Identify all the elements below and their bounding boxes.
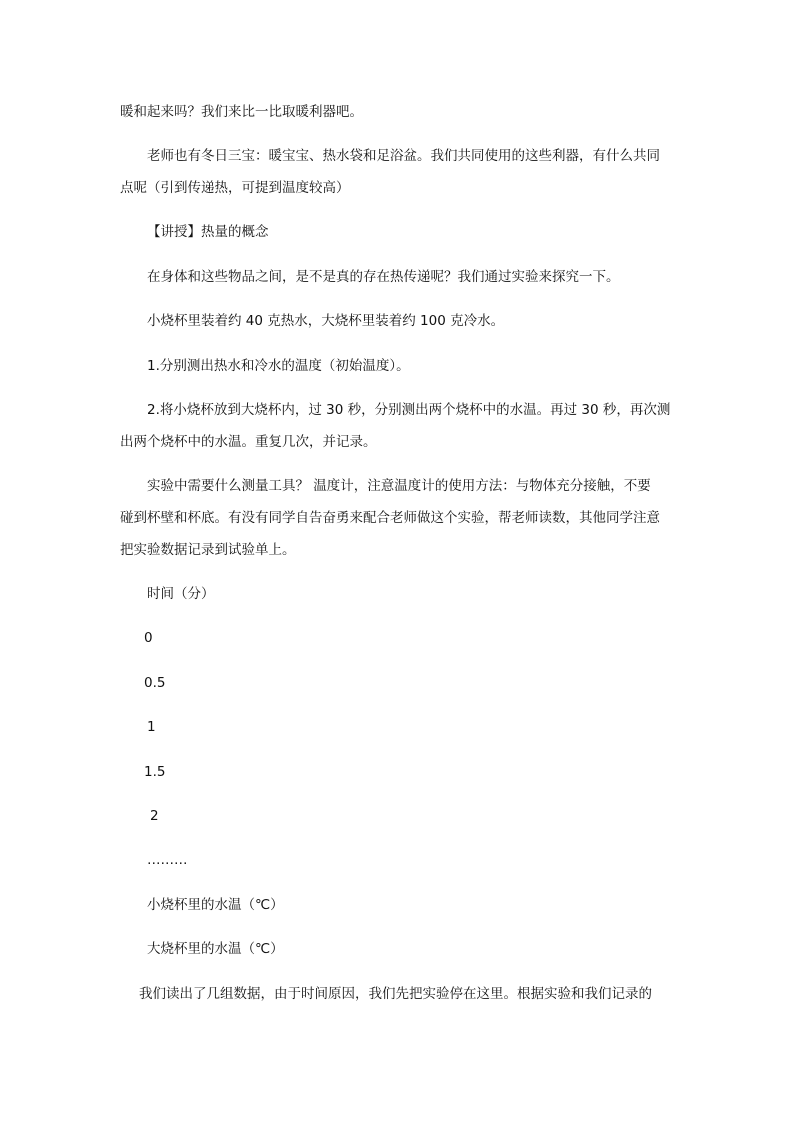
time-value: 1	[147, 719, 156, 735]
paragraph-line: 暖和起来吗？我们来比一比取暖利器吧。	[120, 104, 363, 120]
large-beaker-label: 大烧杯里的水温（℃）	[147, 941, 284, 957]
paragraph-line: 老师也有冬日三宝：暖宝宝、热水袋和足浴盆。我们共同使用的这些利器，有什么共同	[147, 148, 660, 164]
paragraph-line: 点呢（引到传递热，可提到温度较高）	[120, 180, 350, 196]
small-beaker-label: 小烧杯里的水温（℃）	[147, 897, 284, 913]
time-header: 时间（分）	[147, 586, 215, 602]
paragraph-line: 实验中需要什么测量工具？ 温度计，注意温度计的使用方法：与物体充分接触，不要	[147, 478, 651, 494]
paragraph-line: 出两个烧杯中的水温。重复几次，并记录。	[120, 434, 377, 450]
time-value: 0.5	[144, 675, 166, 691]
section-heading: 【讲授】热量的概念	[147, 224, 269, 240]
paragraph-line: 2.将小烧杯放到大烧杯内，过 30 秒，分别测出两个烧杯中的水温。再过 30 秒，再次测	[147, 402, 671, 418]
paragraph-line: 在身体和这些物品之间，是不是真的存在热传递呢？我们通过实验来探究一下。	[147, 269, 620, 285]
time-value: 1.5	[144, 764, 166, 780]
paragraph-line: 把实验数据记录到试验单上。	[120, 542, 296, 558]
paragraph-line: 小烧杯里装着约 40 克热水，大烧杯里装着约 100 克冷水。	[147, 313, 505, 329]
time-value: 2	[150, 808, 159, 824]
paragraph-line: 我们读出了几组数据，由于时间原因，我们先把实验停在这里。根据实验和我们记录的	[139, 986, 652, 1002]
time-value: ………	[147, 852, 188, 868]
paragraph-line: 碰到杯壁和杯底。有没有同学自告奋勇来配合老师做这个实验，帮老师读数，其他同学注意	[120, 510, 660, 526]
time-value: 0	[144, 630, 153, 646]
paragraph-line: 1.分别测出热水和冷水的温度（初始温度）。	[147, 358, 410, 374]
